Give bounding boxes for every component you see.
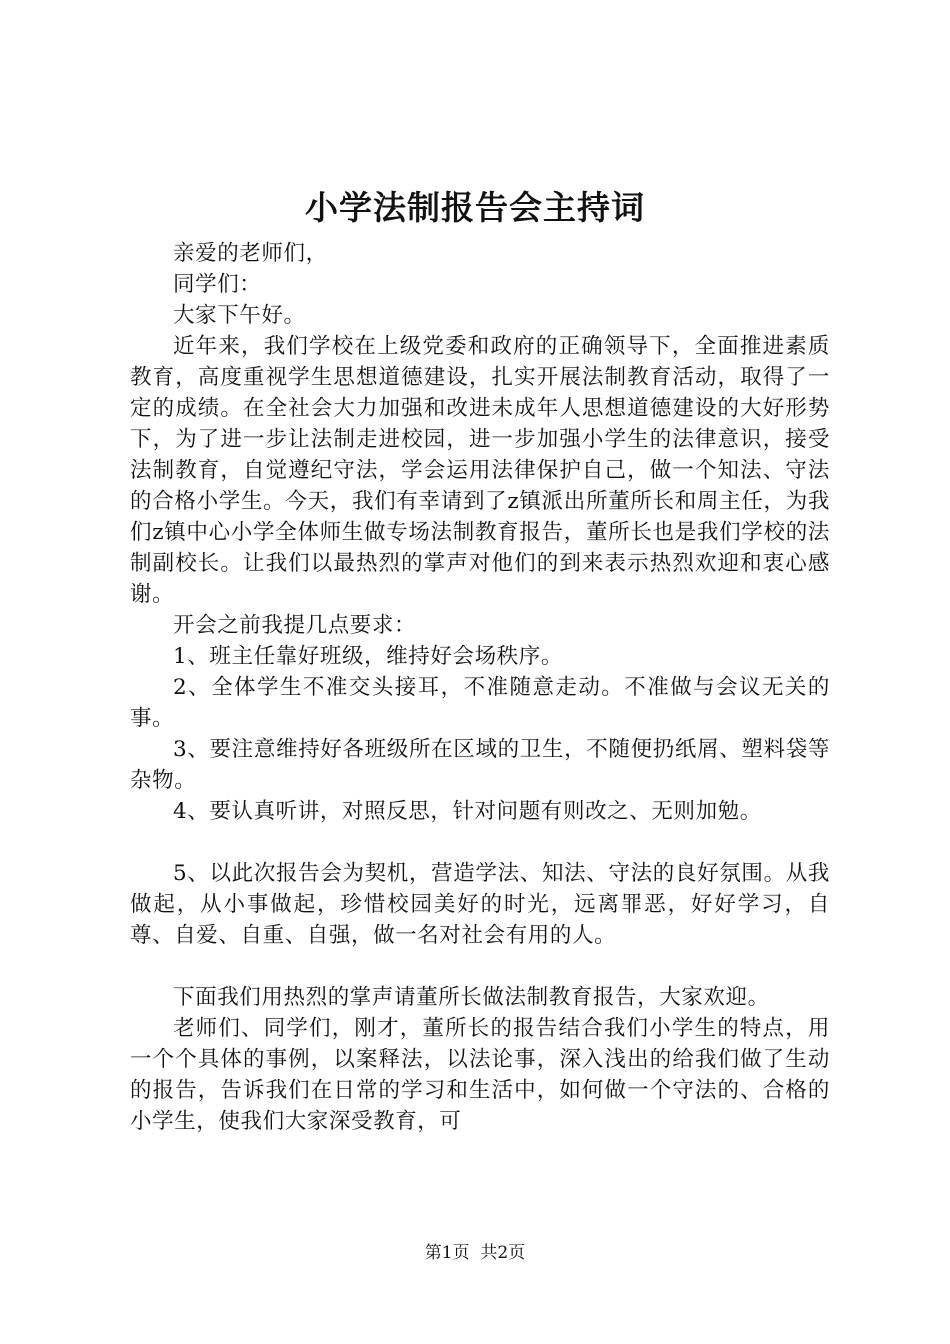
requirement-item-3: 3、要注意维持好各班级所在区域的卫生，不随便扔纸屑、塑料袋等杂物。 xyxy=(130,737,830,793)
requirement-item-1: 1、班主任靠好班级，维持好会场秩序。 xyxy=(173,644,563,669)
paragraph-requirements-intro: 开会之前我提几点要求： xyxy=(173,613,417,638)
paragraph-introduction: 近年来，我们学校在上级党委和政府的正确领导下，全面推进素质教育，高度重视学生思想道德建设，扎实开展法制教育活动，取得了一定的成绩。在全社会大力加强和改进未成年人思想道德建设的大好形势下，为了进一步让法制走进校园，进一步加强小学生的法律意识，接受法制教育，自觉遵纪守法，学会运用法律保护自己，做一个知法、守法的合格小学生。今天，我们有幸请到了z镇派出所董所长和周主任，为我们z镇中心小学全体师生做专场法制教育报告，董所长也是我们学校的法制副校长。让我们以最热烈的掌声对他们的到来表示热烈欢迎和衷心感谢。 xyxy=(130,334,830,607)
paragraph-summary: 老师们、同学们，刚才，董所长的报告结合我们小学生的特点，用一个个具体的事例，以案释法，以法论事，深入浅出的给我们做了生动的报告，告诉我们在日常的学习和生活中，如何做一个守法的、合格的小学生，使我们大家深受教育，可 xyxy=(130,1016,830,1134)
page-total: 共2页 xyxy=(480,1243,526,1263)
requirement-item-5: 5、以此次报告会为契机，营造学法、知法、守法的良好氛围。从我做起，从小事做起，珍惜校园美好的时光，远离罪恶，好好学习，自尊、自爱、自重、自强，做一名对社会有用的人。 xyxy=(130,861,830,948)
document-title: 小学法制报告会主持词 xyxy=(305,188,645,227)
greeting-students: 同学们： xyxy=(173,272,262,297)
document-body xyxy=(130,238,830,1137)
page-footer xyxy=(0,1241,950,1265)
page-number: 第1页 xyxy=(424,1243,470,1263)
paragraph-invite-report: 下面我们用热烈的掌声请董所长做法制教育报告，大家欢迎。 xyxy=(173,985,770,1010)
requirement-item-4: 4、要认真听讲，对照反思，针对问题有则改之、无则加勉。 xyxy=(173,799,762,824)
greeting-afternoon: 大家下午好。 xyxy=(173,303,306,328)
greeting-teachers: 亲爱的老师们， xyxy=(173,241,328,266)
requirement-item-2: 2、全体学生不准交头接耳，不准随意走动。不准做与会议无关的事。 xyxy=(130,675,830,731)
